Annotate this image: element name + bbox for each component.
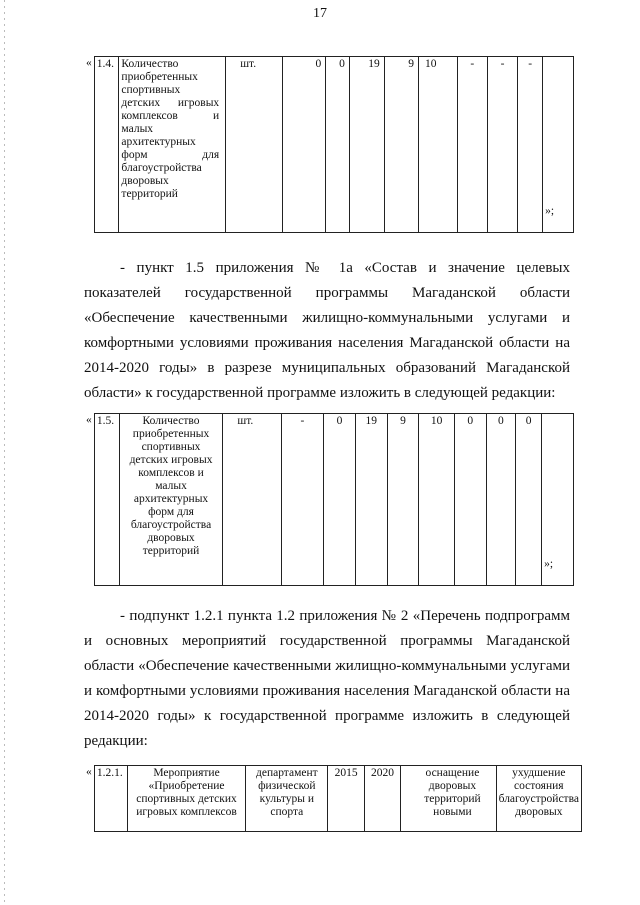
value-cell: 9 [384,57,418,233]
quote-open: « [86,765,92,778]
indicator-table-1 [86,56,574,233]
value-cell: - [487,57,517,233]
value-cell: 0 [326,57,350,233]
quote-open: « [86,413,92,426]
table-row [86,414,574,586]
value-cell: 0 [454,414,486,586]
year-end: 2020 [364,766,400,832]
quote-close-cell [542,414,574,586]
row-number: 1.4. [94,57,119,233]
paragraph-1: - пункт 1.5 приложения № 1а «Состав и значение целевых показателей государственной программы Магаданской области «Обеспечение качественными жилищно-коммунальными услугами и комфортными условиями проживания населения Магаданской области на 2014-2020 годы» в разрезе муниципальных образований Магаданской области» к государственной программе изложить в следующей редакции: [84,260,570,401]
value-cell: - [457,57,487,233]
row-number: 1.5. [94,414,119,586]
value-cell: 10 [418,57,457,233]
unit-cell: шт. [226,57,283,233]
quote-close: »; [545,205,555,217]
value-cell: 0 [283,57,326,233]
unit-cell: шт. [223,414,281,586]
value-cell: 19 [355,414,387,586]
value-cell: 0 [486,414,516,586]
executor: департамент физической культуры и спорта [246,766,328,832]
measure-name: Мероприятие «Приобретение спортивных детских игровых комплексов [127,766,246,832]
indicator-name: Количество приобретенных спортивных детских игровых комплексов и малых архитектурных форм для благоустройства дворовых территорий [119,414,223,586]
expected-result: оснащение дворовых территорий новыми [401,766,496,832]
value-cell: - [281,414,324,586]
measures-table [86,765,582,832]
quote-open: « [86,56,92,69]
indicator-name: Количество приобретенных спортивных детских игровых комплексов и малых архитектурных форм для благоустройства дворовых территорий [119,57,226,233]
row-number: 1.2.1. [94,766,127,832]
value-cell: 10 [419,414,455,586]
indicator-table-2 [86,413,574,586]
paragraph-2: - подпункт 1.2.1 пункта 1.2 приложения № 2 «Перечень подпрограмм и основных мероприятий государственной программы Магаданской области «Обеспечение качественными жилищно-коммунальными услугами и комфортными условиями проживания населения Магаданской области на 2014-2020 годы» к государственной программе изложить в следующей редакции: [84,608,570,749]
consequence: ухудшение состояния благоустройства дворовых [496,766,581,832]
scan-edge-marks [4,0,5,905]
table-row [86,766,582,832]
page-number: 17 [313,6,327,21]
table-row [86,57,574,233]
value-cell: 19 [349,57,384,233]
quote-close-cell [543,57,574,233]
value-cell: 9 [387,414,419,586]
value-cell: 0 [516,414,542,586]
value-cell: 0 [324,414,356,586]
year-start: 2015 [328,766,364,832]
quote-close: »; [544,558,554,570]
value-cell: - [518,57,543,233]
